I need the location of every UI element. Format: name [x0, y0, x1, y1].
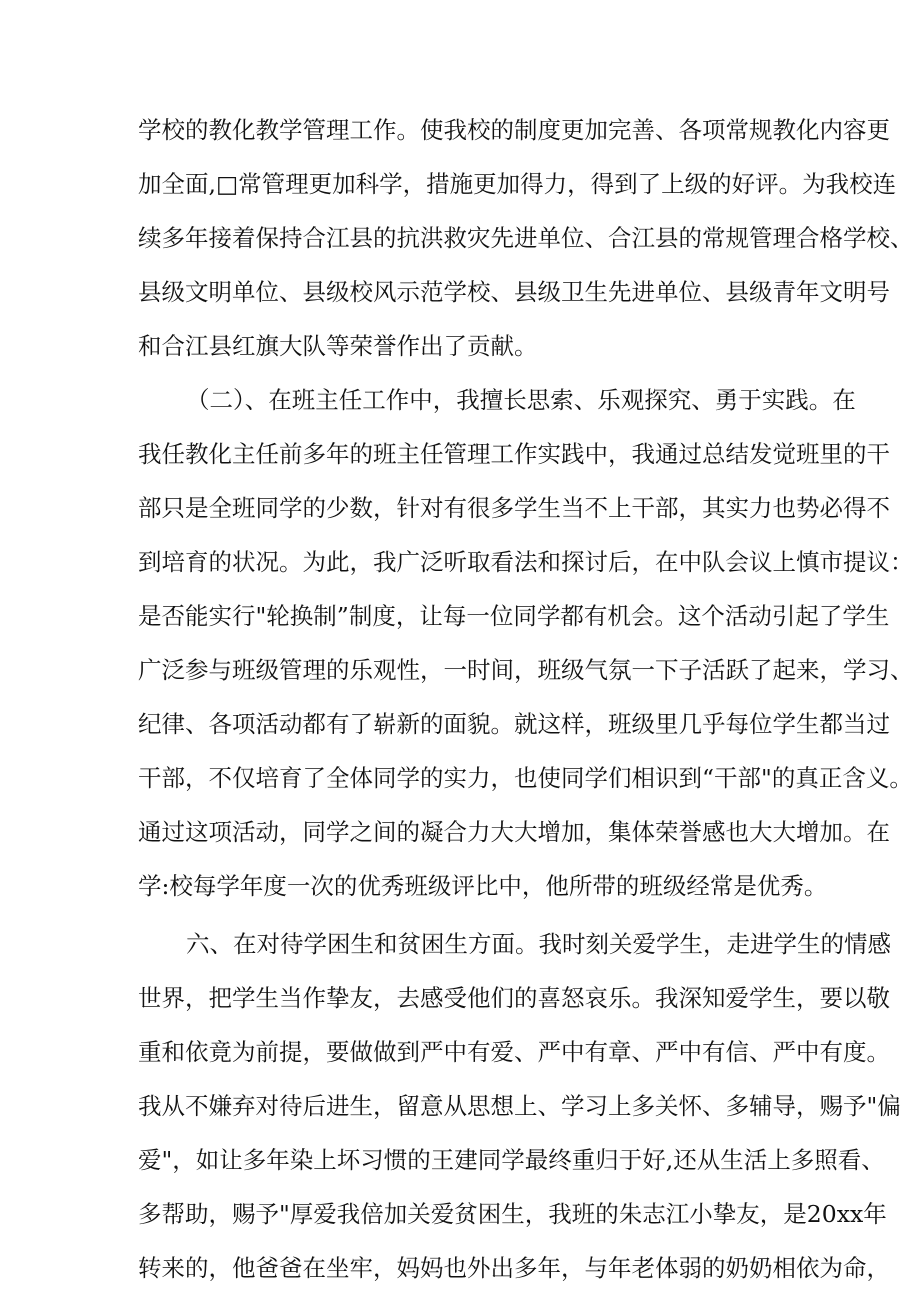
- text-line: 续多年接着保持合江县的抗洪救灾先进单位、合江县的常规管理合格学校、: [138, 224, 914, 252]
- text-line: 县级文明单位、县级校风示范学校、县级卫生先进单位、县级青年文明号: [138, 278, 890, 306]
- text-line: 部只是全班同学的少数，针对有很多学生当不上干部，其实力也势必得不: [138, 494, 890, 522]
- text-line: 多帮助，赐予"厚爱我倍加关爱贫困生，我班的朱志江小挚友，是20xx年: [138, 1200, 887, 1228]
- text-line: 世界，把学生当作挚友，去感受他们的喜怒哀乐。我深知爱学生，要以敬: [138, 984, 890, 1012]
- text-line: 六、在对待学困生和贫困生方面。我时刻关爱学生，走进学生的情感: [186, 930, 891, 958]
- text-line: 和合江县红旗大队等荣誉作出了贡献。: [138, 332, 538, 360]
- text-line: 学校的教化教学管理工作。使我校的制度更加完善、各项常规教化内容更: [138, 116, 890, 144]
- text-line: 纪律、各项活动都有了崭新的面貌。就这样，班级里几乎每位学生都当过: [138, 710, 890, 738]
- text-line: 到培育的状况。为此，我广泛听取看法和探讨后，在中队会议上慎市提议：: [138, 548, 914, 576]
- text-line: 干部，不仅培育了全体同学的实力，也使同学们相识到“干部"的真正含义。: [138, 764, 913, 792]
- text-line: 通过这项活动，同学之间的凝合力大大增加，集体荣誉感也大大增加。在: [138, 818, 890, 846]
- text-line: （二）、在班主任工作中，我擅长思索、乐观探究、勇于实践。在: [186, 386, 856, 414]
- text-line: 加全面,□常管理更加科学，措施更加得力，得到了上级的好评。为我校连: [138, 170, 897, 198]
- text-line: 学:校每学年度一次的优秀班级评比中，他所带的班级经常是优秀。: [138, 872, 828, 900]
- text-line: 我任教化主任前多年的班主任管理工作实践中，我通过总结发觉班里的干: [138, 440, 890, 468]
- text-line: 我从不嫌弃对待后进生，留意从思想上、学习上多关怀、多辅导，赐予"偏: [138, 1092, 901, 1120]
- text-line: 转来的，他爸爸在坐牢，妈妈也外出多年，与年老体弱的奶奶相依为命，: [138, 1254, 890, 1282]
- text-line: 是否能实行"轮换制”制度，让每一位同学都有机会。这个活动引起了学生: [138, 602, 890, 630]
- text-line: 爱"，如让多年染上坏习惯的王建同学最终重归于好,还从生活上多照看、: [138, 1146, 885, 1174]
- text-line: 广泛参与班级管理的乐观性，一时间，班级气氛一下子活跃了起来，学习、: [138, 656, 914, 684]
- text-line: 重和依竟为前提，要做做到严中有爱、严中有章、严中有信、严中有度。: [138, 1038, 890, 1066]
